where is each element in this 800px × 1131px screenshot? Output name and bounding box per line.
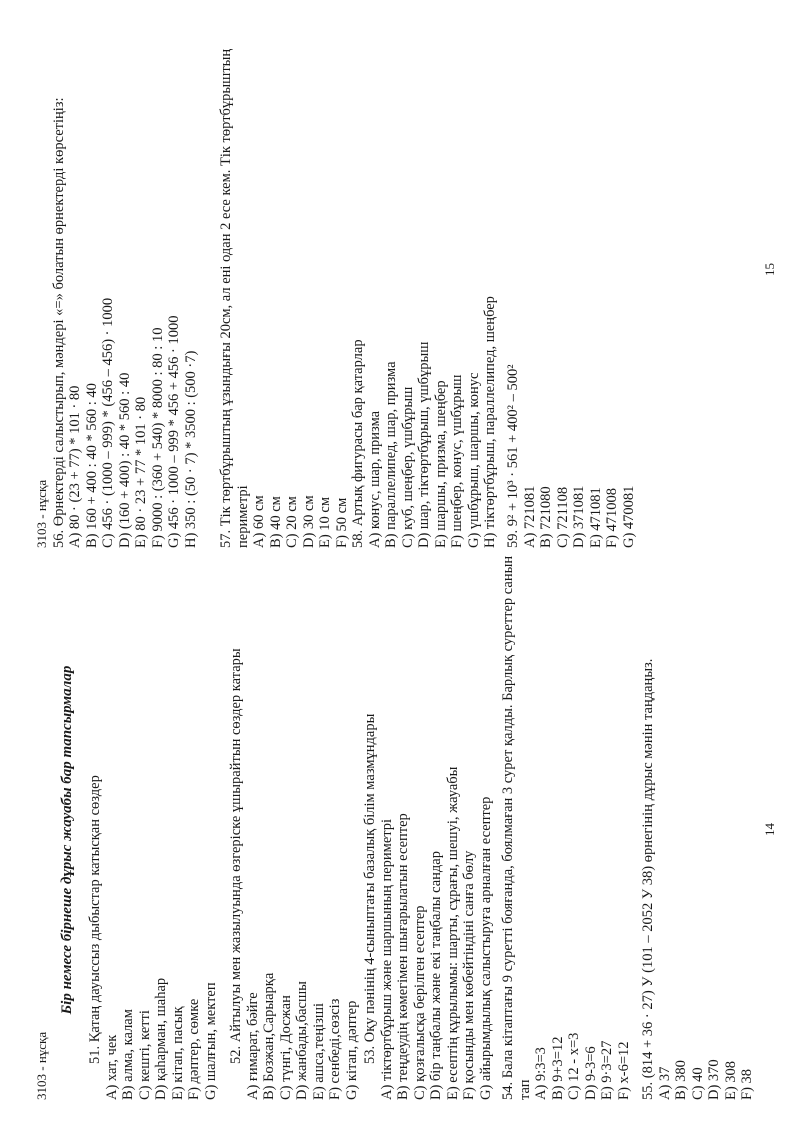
option: C) куб, шеңбер, үшбұрыш [399,386,416,548]
question-text: 56. Өрнектерді салыстырып, мәндері «=» болатын өрнектерді көрсетіңіз: [50,97,67,548]
option: C) кешті, кетті [136,1010,153,1100]
option: E) 10 см [317,496,333,548]
option: D) 370 [706,1059,722,1100]
option: D) қаһарман, шаһар [153,977,169,1100]
option: B) 380 [673,1060,689,1100]
option: B) 40 см [267,496,284,548]
left-q54 [500,540,632,1100]
page-number-right: 15 [762,263,777,276]
option: B) теңдеудің көмегімен шығарылатын есептер [395,813,411,1100]
option: E) ашса,теңізші [310,1002,327,1100]
option: G) шалғын, мектеп [202,982,219,1100]
option: C) түнгі, Досжан [277,995,294,1100]
option: E) 471081 [587,487,604,548]
option: F) дәптер, сөмке [186,998,202,1100]
option: D) жанбады,басшы [294,981,310,1100]
question-text: 55. (814 + 36 · 27) У (101 – 2052 У 38) өрнегінің дұрыс мәнін таңдаңыз. [640,658,656,1100]
option: C) 20 см [284,496,300,548]
left-q55 [640,659,756,1100]
option: F) 38 [739,1068,755,1100]
option: E) 80 · 23 + 77 * 101 · 80 [133,396,149,548]
question-text: 53. Оқу пәнінің 4-сыныптағы базалық білім мазмұндары [362,713,378,1064]
option: G) үшбұрыш, шаршы, конус [465,372,482,548]
option: A) 9:3=3 [533,1047,549,1100]
option: E) 308 [722,1060,739,1100]
right-q59 [505,364,637,548]
option: E) 9·3=27 [599,1040,615,1100]
option: F) x-6=12 [615,1041,632,1100]
option: B) 9+3=12 [549,1036,566,1100]
right-q58 [350,296,499,548]
option: D) 9-3=6 [582,1046,599,1100]
left-q52 [228,648,360,1100]
question-text: 57. Тік төртбұрыштың ұзындығы 20см, ал ені одан 2 есе кем. Тік төртбұрыштың периметрі [218,48,251,548]
option: A) 60 см [251,495,267,548]
option: C) 721108 [554,486,571,548]
right-header-strip [34,97,199,548]
option: G) 456 · 1000 – 999 * 456 + 456 · 1000 [166,315,182,548]
option: C) 40 [689,1067,706,1100]
option: C) 456 · (1000 – 999) * (456 – 456) · 1000 [100,297,116,548]
option: F) 50 см [333,497,350,548]
option: F) сенбеді,сөзсіз [327,998,343,1100]
option: G) 470081 [620,485,637,548]
option: A) конус, шар, призма [366,410,383,548]
question-text: 58. Артық фигурасы бар қатарлар [350,339,366,548]
option: E) есептің құрылымы: шарты, сұрағы, шешуі, жауабы [444,766,461,1100]
option: D) 30 см [300,495,317,548]
option: A) 721081 [521,485,538,548]
option: F) 471008 [604,487,620,548]
option: H) 350 : (50 · 7) * 3500 : (500 ·7) [182,350,199,548]
option: A) ғимарат, бәйге [244,992,261,1100]
left-header: 3103 - нұсқа [34,1031,49,1100]
right-header: 3103 - нұсқа [34,479,49,548]
option: B) алма, калам [120,1009,136,1100]
left-q53 [362,714,494,1100]
option: A) 80 · (23 + 77) * 101 · 80 [67,385,83,548]
right-q57 [218,48,350,548]
option: G) кітап, дәптер [343,1000,360,1100]
option: C) қозғалысқа берілген есептер [411,905,428,1100]
question-51 [87,580,219,1100]
option: G) айырымдылық салыстыруға арналған есептер [477,796,494,1100]
option: A) 37 [656,1066,673,1100]
page-number-left: 14 [762,823,777,836]
question-text: 54. Бала кітаптағы 9 суретті бояғанда, боялмаған 3 сурет қалды. Барлық суреттер санын тап [500,555,533,1100]
option: B) 160 + 400 : 40 * 560 : 40 [83,383,100,548]
option: D) шар, тіктөртбұрыш, үшбұрыш [416,341,432,548]
option: B) Бозжан,Сарыарқа [261,972,277,1100]
option: F) қосынды мен көбейтіндіні санға бөлу [461,850,477,1100]
option: E) кітап, пасық [169,1006,186,1100]
option: F) шеңбер, конус, үшбұрыш [449,374,465,548]
question-text: 52. Айтылуы мен жазылуында өзгеріске ұшырайтын сөздер катары [228,648,244,1064]
option: A) тіктөртбұрыш және шаршының периметрі [378,818,395,1100]
option: D) (160 + 400) : 40 * 560 : 40 [116,372,133,548]
left-title: Бір немесе бірнеше дұрыс жауабы бар тапсырмалар [58,665,75,1015]
option: H) тіктөртбұрыш, параллелипед, шеңбер [482,296,498,548]
option: D) бір таңбалы және екі таңбалы сандар [428,851,444,1100]
option: B) 721080 [538,486,554,548]
option: E) шаршы, призма, шеңбер [432,380,449,548]
option: D) 371081 [571,485,587,548]
option: B) параллелипед, шар, призма [383,361,399,548]
option: F) 9000 : (360 + 540) * 8000 : 80 : 10 [149,327,166,548]
option: C) 12 - x=3 [566,1032,582,1100]
option: A) хат, чек [103,1034,120,1100]
question-text: 51. Қатаң дауыссыз дыбыстар катысқан сөздер [87,775,103,1064]
left-page [34,554,219,1100]
question-text: 59. 9² + 10³ · 561 + 400² – 500² [505,364,521,548]
